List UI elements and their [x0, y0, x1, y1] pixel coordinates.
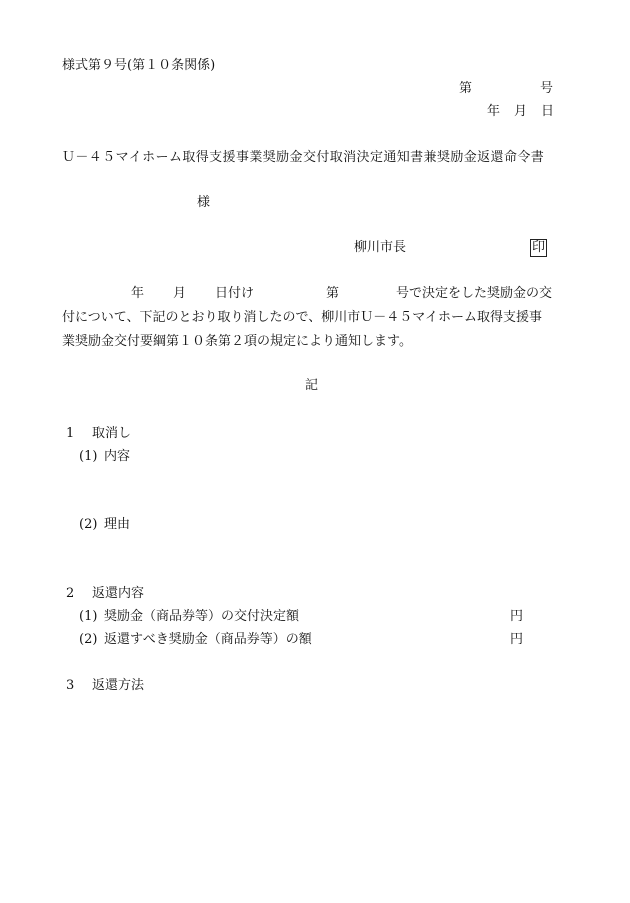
- addressee-suffix: 様: [197, 195, 211, 210]
- section-1-item-1-label: 内容: [104, 449, 131, 464]
- section-2-item-2-number: (2): [79, 632, 98, 647]
- ki-heading: 記: [305, 378, 319, 393]
- body-number-rest: 号で決定をした奨励金の交: [396, 286, 553, 301]
- seal-label: 印: [532, 240, 546, 255]
- seal-mark: [530, 239, 547, 257]
- section-2-item-1-label: 奨励金（商品券等）の交付決定額: [104, 609, 300, 624]
- body-number-prefix: 第: [326, 286, 340, 301]
- form-number: 様式第９号(第１０条関係): [62, 58, 216, 73]
- issuer-name: 柳川市長: [354, 240, 407, 255]
- date-month: 月: [514, 104, 528, 119]
- section-2-title: 返還内容: [92, 586, 145, 601]
- body-line-3: 業奨励金交付要綱第１０条第２項の規定により通知します。: [62, 334, 412, 349]
- section-2-number: 2: [66, 586, 75, 601]
- date-year: 年: [487, 104, 501, 119]
- section-2-item-1-number: (1): [79, 609, 98, 624]
- section-3-title: 返還方法: [92, 678, 145, 693]
- date-day: 日: [541, 104, 555, 119]
- body-line-2: 付について、下記のとおり取り消したので、柳川市Ｕ－４５マイホーム取得支援事: [62, 310, 542, 325]
- body-year: 年: [131, 286, 145, 301]
- section-2-item-2-label: 返還すべき奨励金（商品券等）の額: [104, 632, 312, 647]
- section-1-item-2-label: 理由: [104, 517, 131, 532]
- body-month: 月: [173, 286, 187, 301]
- section-1-number: 1: [66, 426, 75, 441]
- section-1-title: 取消し: [92, 426, 132, 441]
- body-day-dated: 日付け: [215, 286, 255, 301]
- section-1-item-1-number: (1): [79, 449, 98, 464]
- section-2-item-2-unit: 円: [510, 632, 524, 647]
- section-1-item-2-number: (2): [79, 517, 98, 532]
- doc-number-suffix: 号: [540, 81, 554, 96]
- section-3-number: 3: [66, 678, 75, 693]
- section-2-item-1-unit: 円: [510, 609, 524, 624]
- doc-number-prefix: 第: [459, 81, 473, 96]
- document-title: Ｕ－４５マイホーム取得支援事業奨励金交付取消決定通知書兼奨励金返還命令書: [62, 150, 545, 165]
